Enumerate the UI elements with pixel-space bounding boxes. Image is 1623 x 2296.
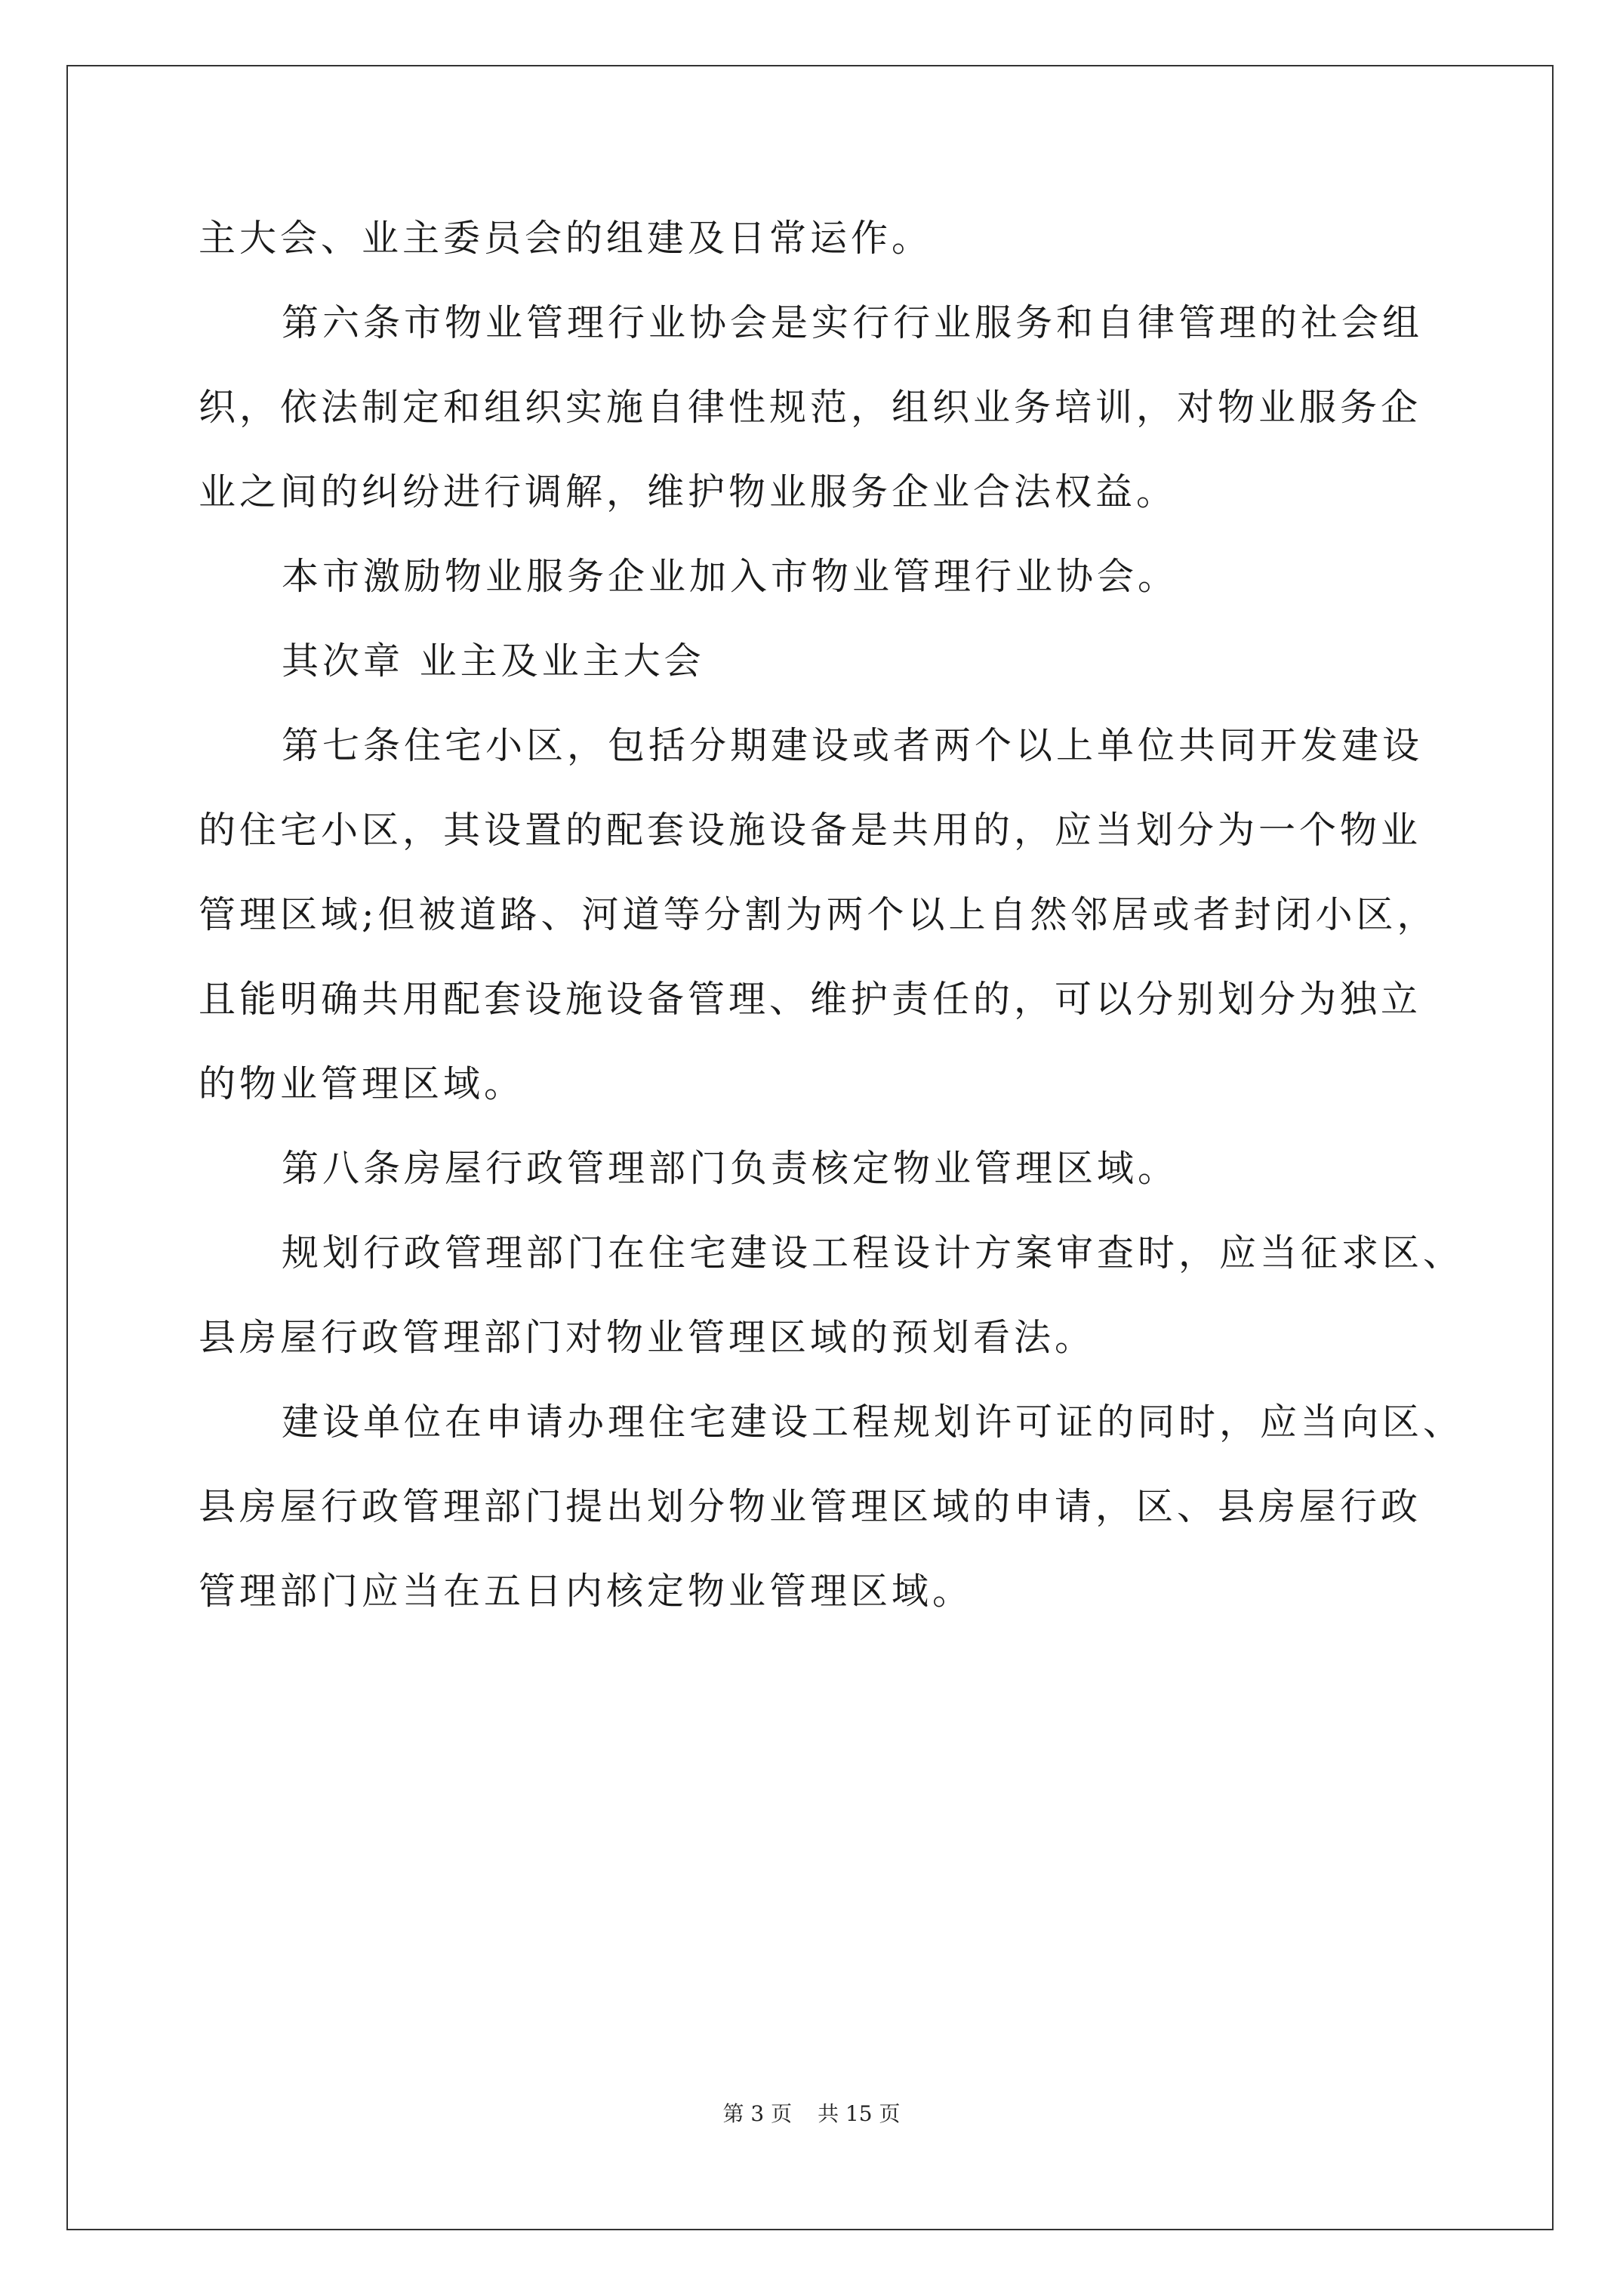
text-line: 规划行政管理部门在住宅建设工程设计方案审查时，应当征求区、 bbox=[282, 1231, 1464, 1274]
text-line: 第七条住宅小区，包括分期建设或者两个以上单位共同开发建设 bbox=[282, 724, 1424, 767]
chapter-heading: 其次章 业主及业主大会 bbox=[282, 639, 705, 683]
text-line: 建设单位在申请办理住宅建设工程规划许可证的同时，应当向区、 bbox=[282, 1401, 1464, 1444]
text-line: 第八条房屋行政管理部门负责核定物业管理区域。 bbox=[282, 1147, 1179, 1190]
text-line: 的物业管理区域。 bbox=[199, 1062, 525, 1105]
text-line: 主大会、业主委员会的组建及日常运作。 bbox=[199, 217, 933, 260]
text-line: 且能明确共用配套设施设备管理、维护责任的，可以分别划分为独立 bbox=[199, 978, 1422, 1021]
text-line: 本市激励物业服务企业加入市物业管理行业协会。 bbox=[282, 555, 1179, 598]
page-number: 第 3 页 bbox=[722, 2101, 793, 2126]
document-body bbox=[199, 196, 1464, 1634]
page-total: 共 15 页 bbox=[818, 2101, 901, 2126]
text-line: 的住宅小区，其设置的配套设施设备是共用的，应当划分为一个物业 bbox=[199, 809, 1422, 852]
text-line: 织，依法制定和组织实施自律性规范，组织业务培训，对物业服务企 bbox=[199, 386, 1422, 429]
text-line: 县房屋行政管理部门对物业管理区域的预划看法。 bbox=[199, 1316, 1096, 1359]
text-line: 管理部门应当在五日内核定物业管理区域。 bbox=[199, 1570, 974, 1613]
text-line: 管理区域;但被道路、河道等分割为两个以上自然邻居或者封闭小区， bbox=[199, 893, 1438, 936]
page-footer bbox=[0, 2097, 1623, 2128]
text-line: 业之间的纠纷进行调解，维护物业服务企业合法权益。 bbox=[199, 470, 1178, 513]
text-line: 第六条市物业管理行业协会是实行行业服务和自律管理的社会组 bbox=[282, 301, 1424, 344]
text-line: 县房屋行政管理部门提出划分物业管理区域的申请，区、县房屋行政 bbox=[199, 1485, 1422, 1528]
